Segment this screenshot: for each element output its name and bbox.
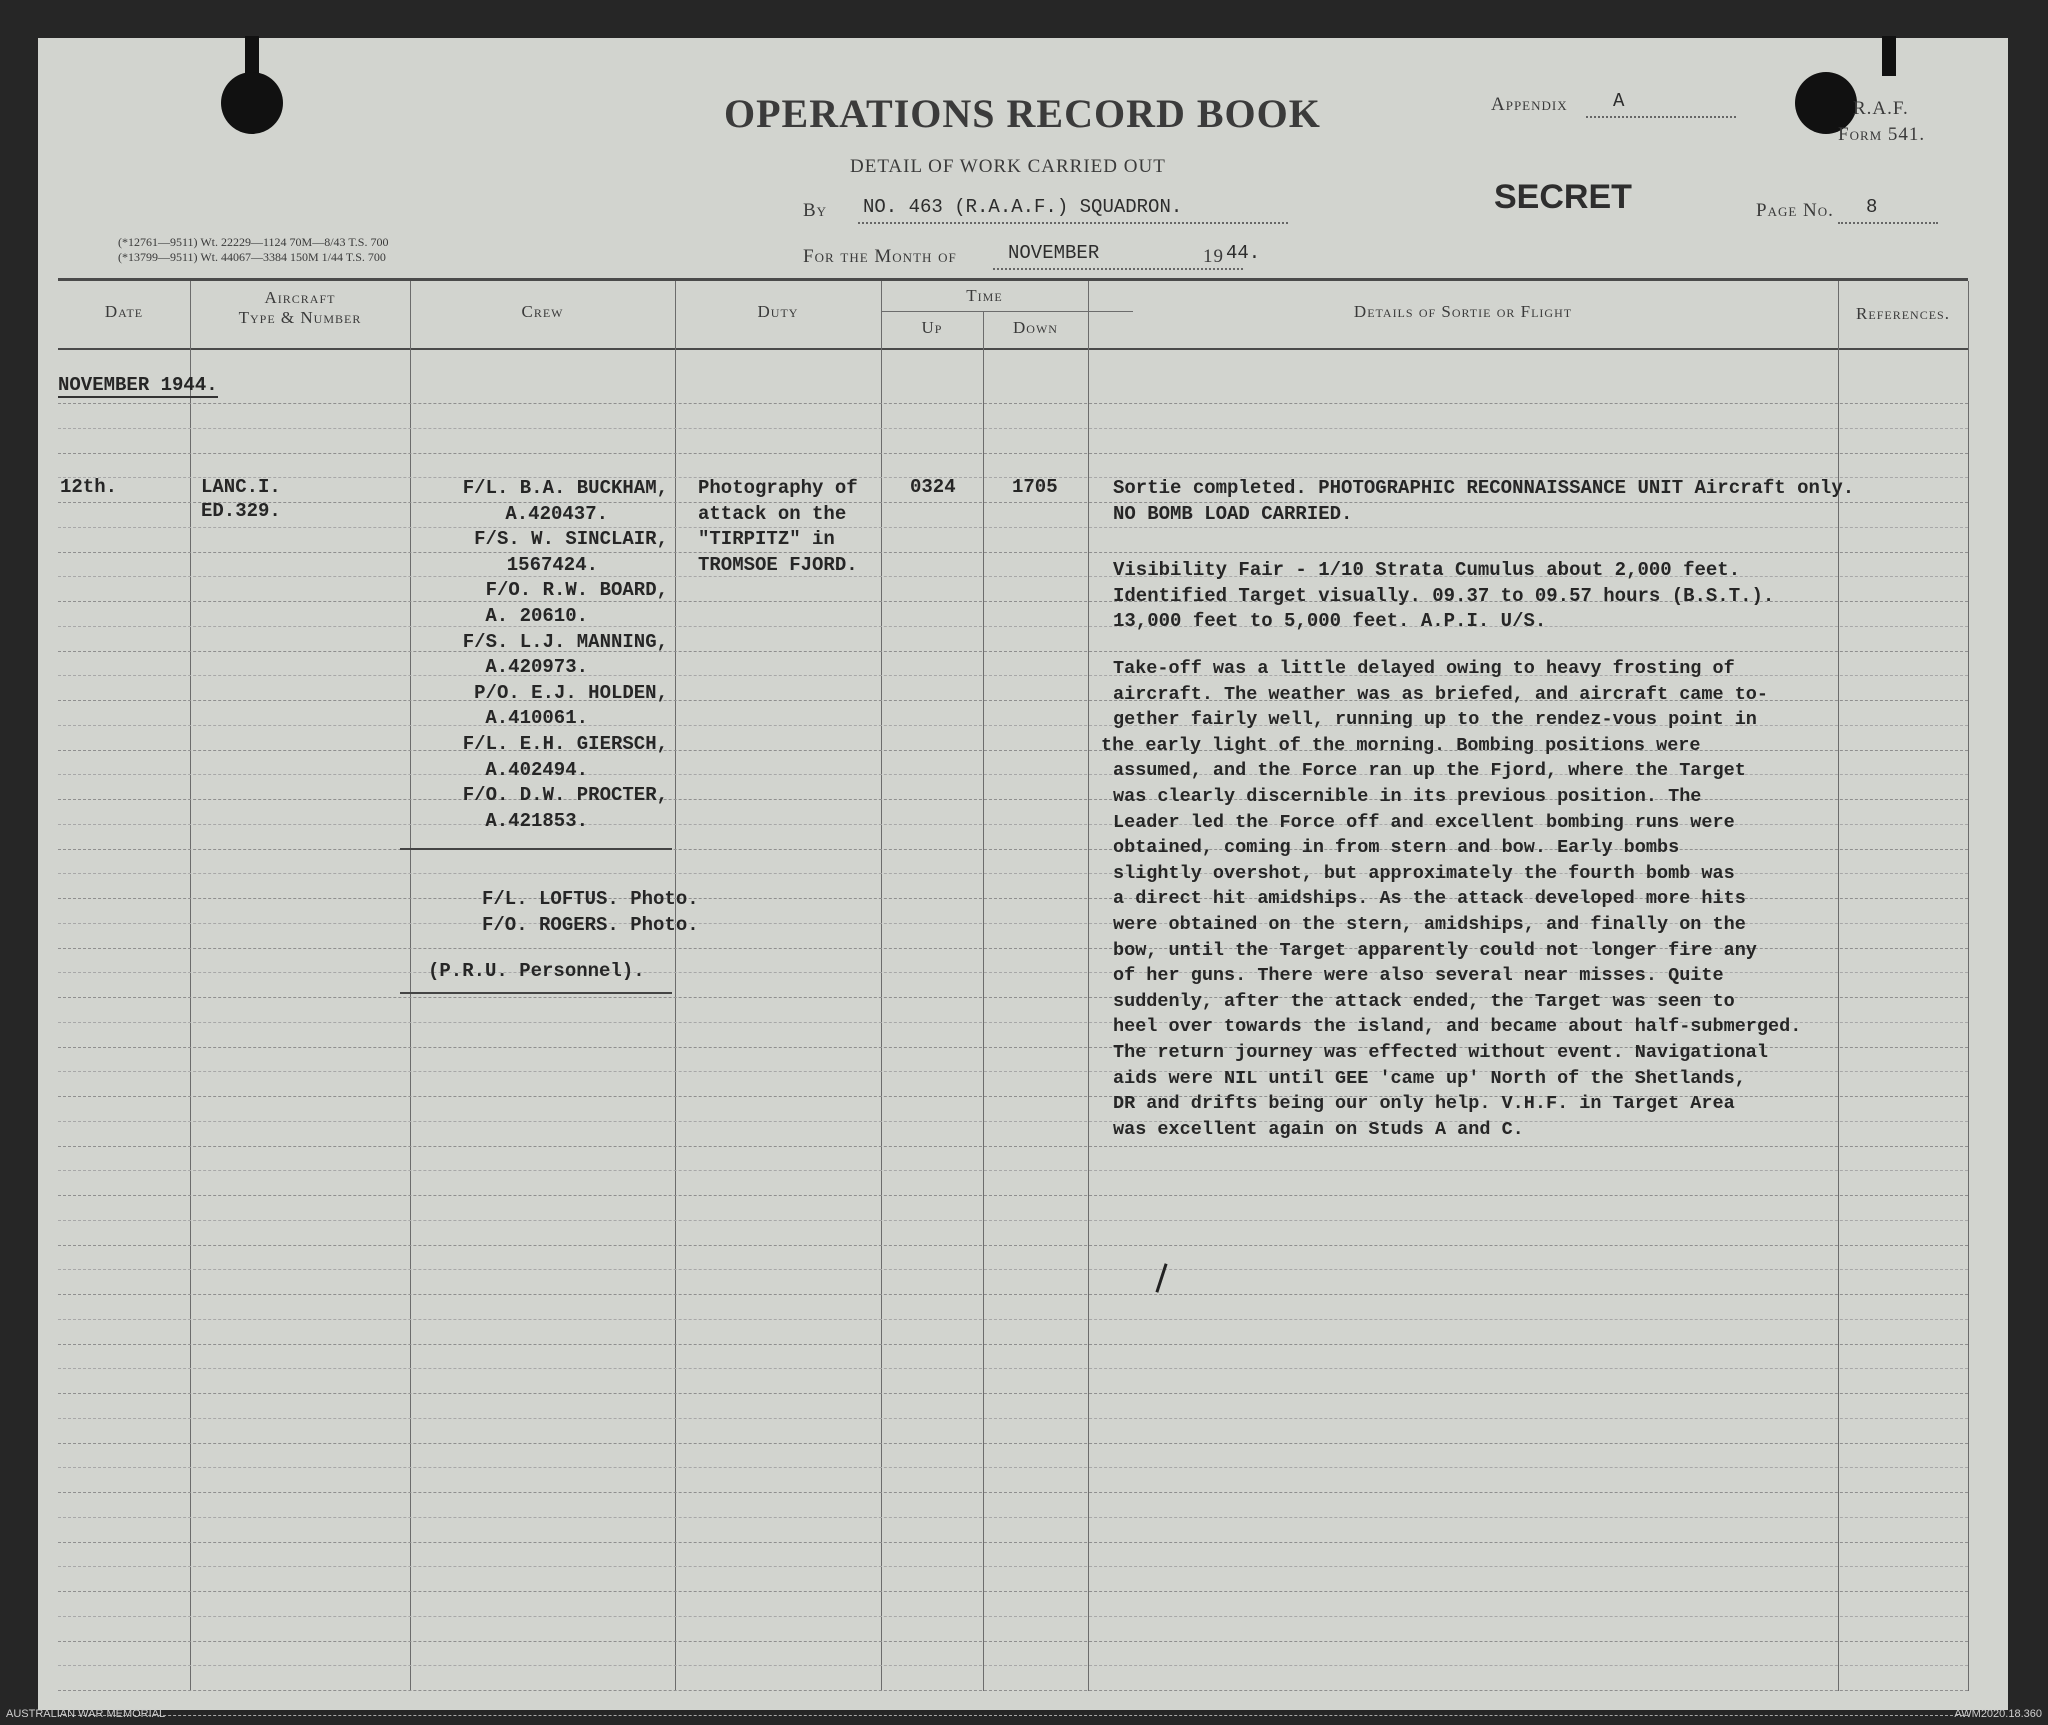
details-block-1 <box>1113 476 1854 527</box>
details-line: Leader led the Force off and excellent bombing runs were <box>1113 811 1735 833</box>
col-divider-crew <box>675 281 676 1691</box>
ruled-line <box>58 1294 1968 1295</box>
aircraft-type: LANC.I. <box>201 476 281 498</box>
details-line: a direct hit amidships. As the attack developed more hits <box>1113 888 1746 910</box>
ruled-line <box>58 1566 1968 1567</box>
header-up: Up <box>921 318 943 337</box>
crew-line: A. 20610. <box>485 604 588 627</box>
month-heading-text: NOVEMBER 1944. <box>58 374 218 396</box>
details-line: DR and drifts being our only help. V.H.F. in Target Area <box>1113 1093 1735 1115</box>
ruled-line <box>58 403 1968 404</box>
month-label: For the Month of <box>803 246 957 267</box>
details-line: was excellent again on Studs A and C. <box>1113 1118 1524 1140</box>
crew-line: F/O. R.W. BOARD, <box>485 579 668 602</box>
ruled-line <box>58 453 1968 454</box>
ruled-line <box>58 1616 1968 1617</box>
ruled-line <box>58 1368 1968 1369</box>
details-line: was clearly discernible in its previous position. The <box>1113 785 1702 807</box>
ruled-line <box>58 1690 1968 1691</box>
ruled-line <box>58 1344 1968 1345</box>
personnel-underline <box>400 992 672 994</box>
ruled-line <box>58 1715 1968 1716</box>
month-heading <box>58 374 218 396</box>
table-header-rule <box>58 348 1968 350</box>
time-down: 1705 <box>1012 476 1058 498</box>
ruled-line <box>58 1418 1968 1419</box>
page-number-dotted-line <box>1838 222 1938 224</box>
crew-line: F/S. L.J. MANNING, <box>462 630 668 653</box>
header-references: References. <box>1856 304 1950 323</box>
ruled-line <box>58 1665 1968 1666</box>
form-reference-line1: R.A.F. <box>1853 98 1909 119</box>
duty-text <box>698 476 858 578</box>
print-code-2: (*13799—9511) Wt. 44067—3384 150M 1/44 T.S. 700 <box>118 250 386 264</box>
print-code-1: (*12761—9511) Wt. 22229—1124 70M—8/43 T.S. 700 <box>118 235 389 249</box>
ruled-line <box>58 1467 1968 1468</box>
details-line: were obtained on the stern, amidships, and finally on the <box>1113 913 1746 935</box>
crew-list <box>418 476 668 834</box>
by-label: By <box>803 200 828 221</box>
ruled-line <box>58 1393 1968 1394</box>
details-line: NO BOMB LOAD CARRIED. <box>1113 502 1353 525</box>
ruled-line <box>58 1443 1968 1444</box>
page-title: OPERATIONS RECORD BOOK <box>724 91 1321 136</box>
crew-line: F/S. W. SINCLAIR, <box>474 528 668 551</box>
month-value: NOVEMBER <box>1008 242 1100 264</box>
page-subtitle: DETAIL OF WORK CARRIED OUT <box>850 156 1166 177</box>
details-line: gether fairly well, running up to the rendez-vous point in <box>1113 709 1757 731</box>
details-line: Sortie completed. PHOTOGRAPHIC RECONNAISSANCE UNIT Aircraft only. <box>1113 477 1855 499</box>
footer-accession-number: AWM2020.18.360 <box>1954 1708 2042 1720</box>
header-down: Down <box>1013 318 1058 337</box>
year-prefix: 19 <box>1203 246 1224 267</box>
ruled-line <box>58 1641 1968 1642</box>
ruled-line <box>58 1269 1968 1270</box>
photo-crew-2: F/O. ROGERS. Photo. <box>482 914 699 936</box>
details-line: 13,000 feet to 5,000 feet. A.P.I. U/S. <box>1113 610 1547 633</box>
appendix-value: A <box>1613 90 1625 112</box>
month-dotted-line <box>993 268 1243 270</box>
details-line: of her guns. There were also several near misses. Quite <box>1113 965 1724 987</box>
aircraft-serial: ED.329. <box>201 500 281 522</box>
page-number-value: 8 <box>1866 196 1878 218</box>
crew-line: F/L. B.A. BUCKHAM, <box>462 477 668 499</box>
binding-tab-left <box>245 36 259 76</box>
header-details: Details of Sortie or Flight <box>1353 302 1573 321</box>
squadron-name: NO. 463 (R.A.A.F.) SQUADRON. <box>863 196 1183 218</box>
footer-archive-name: AUSTRALIAN WAR MEMORIAL <box>6 1708 166 1720</box>
header-aircraft-line1: Aircraft <box>264 288 336 307</box>
duty-line: "TIRPITZ" in <box>698 528 835 551</box>
ruled-line <box>58 1220 1968 1221</box>
ruled-line <box>58 1492 1968 1493</box>
col-divider-up <box>983 311 984 1691</box>
details-line: The return journey was effected without event. Navigational <box>1113 1041 1769 1063</box>
secret-stamp: SECRET <box>1494 178 1632 216</box>
details-line: Visibility Fair - 1/10 Strata Cumulus about 2,000 feet. <box>1113 559 1741 581</box>
crew-line: A.420437. <box>505 502 608 525</box>
year-suffix: 44. <box>1226 242 1261 264</box>
details-line: suddenly, after the attack ended, the Target was seen to <box>1113 990 1735 1012</box>
crew-line: A.410061. <box>485 707 588 730</box>
table-right-edge <box>1968 281 1969 1691</box>
details-block-2 <box>1113 558 1774 635</box>
ruled-line <box>58 1245 1968 1246</box>
ruled-line <box>58 1542 1968 1543</box>
crew-line: F/L. E.H. GIERSCH, <box>462 732 668 755</box>
duty-line: TROMSOE FJORD. <box>698 553 858 576</box>
col-divider-time <box>1088 281 1089 1691</box>
details-line: Identified Target visually. 09.37 to 09.57 hours (B.S.T.). <box>1113 584 1775 607</box>
appendix-label: Appendix <box>1491 94 1568 115</box>
appendix-dotted-line <box>1586 116 1736 118</box>
ruled-line <box>58 1591 1968 1592</box>
details-line: slightly overshot, but approximately the fourth bomb was <box>1113 862 1735 884</box>
ruled-line <box>58 1170 1968 1171</box>
ruled-line <box>58 1517 1968 1518</box>
crew-separator <box>400 848 672 850</box>
personnel-note: (P.R.U. Personnel). <box>428 960 645 982</box>
crew-line: A.421853. <box>485 809 588 832</box>
header-date: Date <box>104 302 144 321</box>
details-line: obtained, coming in from stern and bow. Early bombs <box>1113 837 1680 859</box>
col-divider-duty <box>881 281 882 1691</box>
col-divider-date <box>190 281 191 1691</box>
ruled-line <box>58 1195 1968 1196</box>
header-duty: Duty <box>757 302 799 321</box>
ruled-line <box>58 651 1968 652</box>
page-number-label: Page No. <box>1756 200 1834 221</box>
details-line: heel over towards the island, and became about half-submerged. <box>1113 1016 1802 1038</box>
ruled-line <box>58 1319 1968 1320</box>
crew-line: P/O. E.J. HOLDEN, <box>474 681 668 704</box>
crew-line: F/O. D.W. PROCTER, <box>462 784 668 807</box>
details-line: aircraft. The weather was as briefed, and aircraft came to- <box>1113 683 1769 705</box>
col-divider-aircraft <box>410 281 411 1691</box>
header-aircraft-line2: Type & Number <box>238 308 362 327</box>
details-block-3 <box>1101 656 1802 1142</box>
header-time: Time <box>966 286 1003 305</box>
binding-tab-right <box>1882 36 1896 76</box>
crew-line: 1567424. <box>506 553 598 576</box>
duty-line: Photography of <box>698 477 858 499</box>
header-crew: Crew <box>521 302 564 321</box>
squadron-dotted-line <box>858 222 1288 224</box>
punch-hole-left <box>221 72 283 134</box>
ruled-line <box>58 1146 1968 1147</box>
details-line: the early light of the morning. Bombing positions were <box>1101 734 1701 756</box>
ruled-line <box>58 552 1968 553</box>
details-line: aids were NIL until GEE 'came up' North of the Shetlands, <box>1113 1067 1746 1089</box>
photo-crew-1: F/L. LOFTUS. Photo. <box>482 888 699 910</box>
table-top-rule <box>58 278 1968 281</box>
ruled-line <box>58 428 1968 429</box>
crew-line: A.420973. <box>485 656 588 679</box>
record-sheet <box>38 38 2008 1710</box>
details-line: Take-off was a little delayed owing to heavy frosting of <box>1113 658 1735 679</box>
time-up: 0324 <box>910 476 956 498</box>
duty-line: attack on the <box>698 502 847 525</box>
details-line: bow, until the Target apparently could not longer fire any <box>1113 939 1757 961</box>
pen-mark <box>1155 1263 1167 1292</box>
form-reference-line2: Form 541. <box>1838 124 1926 145</box>
crew-line: A.402494. <box>485 758 588 781</box>
details-line: assumed, and the Force ran up the Fjord, where the Target <box>1113 760 1746 782</box>
entry-date: 12th. <box>60 476 118 498</box>
